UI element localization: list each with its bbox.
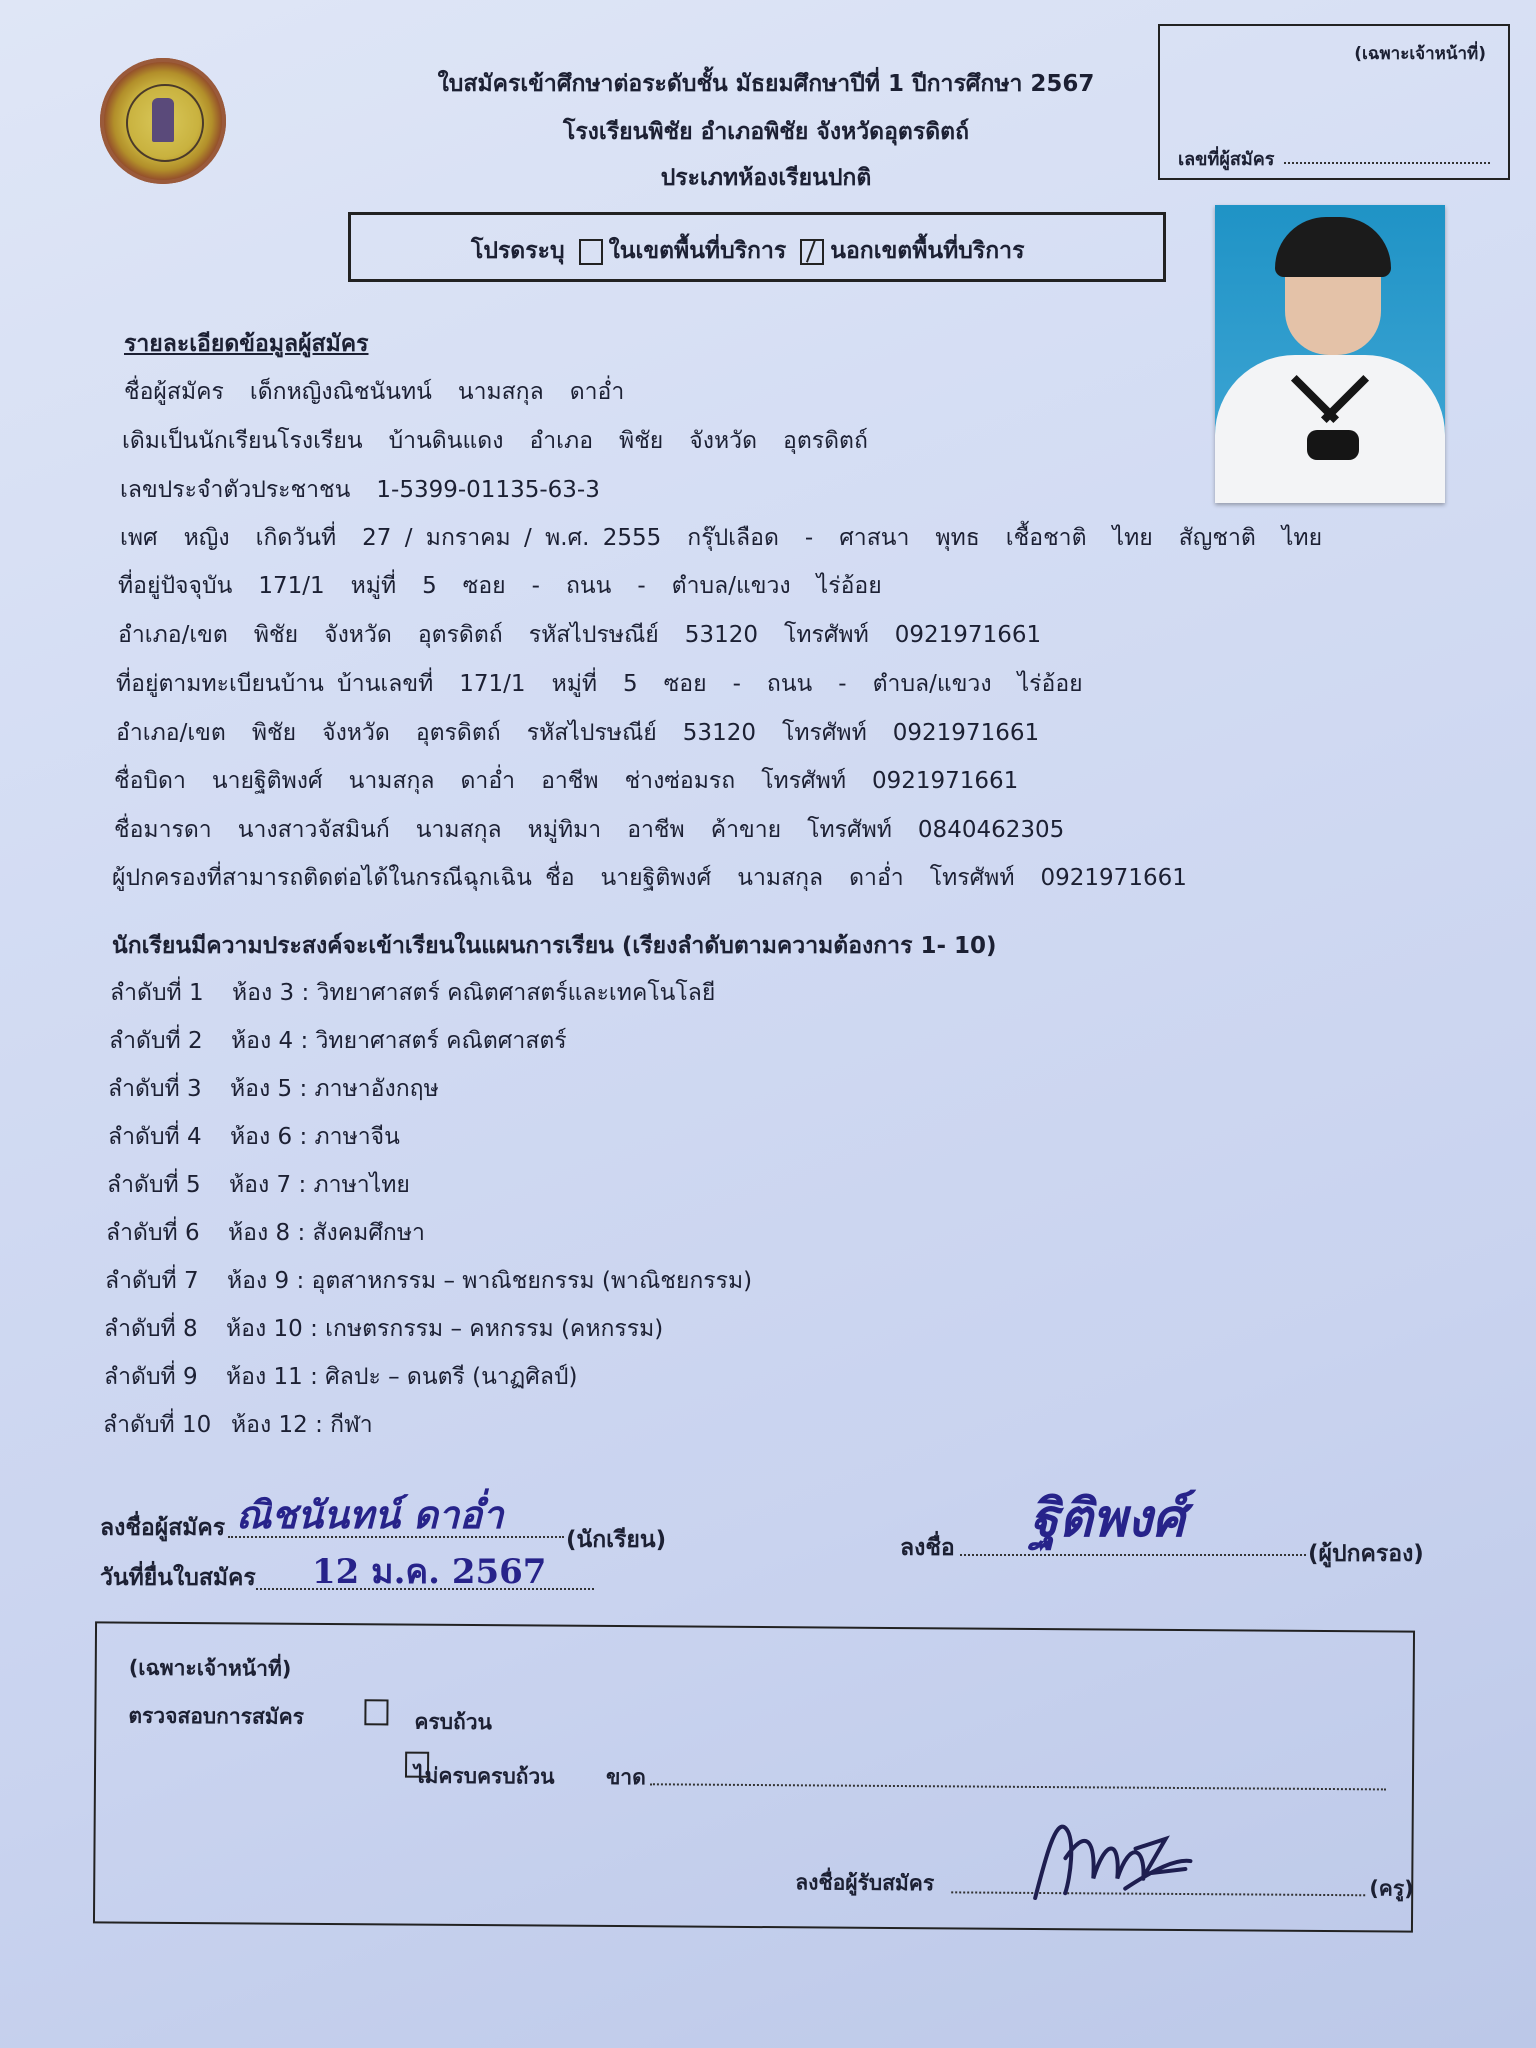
field-value[interactable]: ดาอ่ำ	[460, 768, 516, 794]
applicant-row	[124, 374, 650, 410]
field-label: อำเภอ	[529, 428, 594, 454]
form-title: ใบสมัครเข้าศึกษาต่อระดับชั้น มัธยมศึกษาปีที่ 1 ปีการศึกษา 2567	[437, 71, 1095, 97]
date-label: วันที่ยื่นใบสมัคร	[100, 1565, 256, 1591]
applicant-row	[116, 666, 1109, 702]
field-value[interactable]: 53120	[684, 622, 758, 648]
date-handwritten: 12 ม.ค. 2567	[312, 1552, 547, 1592]
field-label: ถนน	[766, 671, 813, 697]
plan-room: ห้อง 9 : อุตสาหกรรม – พาณิชยกรรม (พาณิชยกรรม)	[227, 1268, 753, 1294]
field-value[interactable]: 171/1	[459, 671, 526, 697]
guardian-sign-label: ลงชื่อ	[900, 1535, 955, 1561]
field-label: ซอย	[462, 573, 506, 599]
field-label: ตำบล/แขวง	[671, 573, 791, 599]
field-label: ผู้ปกครองที่สามารถติดต่อได้ในกรณีฉุกเฉิน ชื่อ	[112, 865, 575, 891]
field-label: จังหวัด	[689, 428, 758, 454]
applicant-section-title: รายละเอียดข้อมูลผู้สมัคร	[124, 331, 369, 357]
applicant-signature: ณิชนันทน์ ดาอ่ำ	[236, 1492, 504, 1537]
field-label: หมู่ที่	[350, 573, 397, 599]
checkbox-complete[interactable]	[364, 1699, 388, 1725]
school-name: โรงเรียนพิชัย อำเภอพิชัย จังหวัดอุตรดิตถ์	[562, 119, 970, 145]
plan-room: ห้อง 7 : ภาษาไทย	[229, 1172, 410, 1198]
field-label: โทรศัพท์	[783, 622, 869, 648]
applicant-sign-label: ลงชื่อผู้สมัคร	[100, 1515, 226, 1541]
plan-rank: ลำดับที่ 10	[103, 1412, 212, 1438]
applicant-photo	[1215, 205, 1445, 503]
field-value[interactable]: ดาอ่ำ	[569, 379, 625, 405]
field-label: อำเภอ/เขต	[118, 622, 228, 648]
field-label: ชื่อผู้สมัคร	[124, 379, 224, 405]
option-out-area: นอกเขตพื้นที่บริการ	[830, 238, 1025, 264]
field-label: ซอย	[663, 671, 707, 697]
field-value[interactable]: นายฐิติพงศ์	[600, 865, 712, 891]
applicant-row	[118, 617, 1067, 653]
school-seal-icon	[100, 58, 226, 184]
field-label: รหัสไปรษณีย์	[526, 720, 657, 746]
field-label: เพศ	[120, 525, 158, 551]
guardian-signature: ฐิติพงศ์	[1030, 1488, 1186, 1549]
field-value[interactable]: ไทย	[1112, 525, 1153, 551]
plan-room: ห้อง 8 : สังคมศึกษา	[228, 1220, 425, 1246]
field-label: นามสกุล	[415, 817, 502, 843]
officer-box-title: (เฉพาะเจ้าหน้าที่)	[1354, 44, 1486, 64]
plan-room: ห้อง 11 : ศิลปะ – ดนตรี (นาฏศิลป์)	[226, 1364, 578, 1390]
field-label: เลขประจำตัวประชาชน	[120, 477, 351, 503]
plan-title: นักเรียนมีความประสงค์จะเข้าเรียนในแผนการเรียน (เรียงลำดับตามความต้องการ 1- 10)	[112, 933, 997, 959]
field-label: รหัสไปรษณีย์	[528, 622, 659, 648]
field-label: นามสกุล	[348, 768, 435, 794]
field-label: ถนน	[565, 573, 612, 599]
field-value[interactable]: -	[804, 525, 814, 551]
guardian-role: (ผู้ปกครอง)	[1308, 1541, 1424, 1567]
field-label: เชื้อชาติ	[1005, 525, 1087, 551]
field-value[interactable]: อุตรดิตถ์	[415, 720, 501, 746]
plan-room: ห้อง 5 : ภาษาอังกฤษ	[230, 1076, 439, 1102]
receiver-label: ลงชื่อผู้รับสมัคร	[795, 1870, 935, 1896]
field-value[interactable]: หมู่ทิมา	[527, 817, 602, 843]
field-label: นามสกุล	[737, 865, 824, 891]
field-value[interactable]: -	[838, 671, 847, 697]
plan-room: ห้อง 6 : ภาษาจีน	[230, 1124, 400, 1150]
plan-room: ห้อง 3 : วิทยาศาสตร์ คณิตศาสตร์และเทคโนโลยี	[232, 980, 716, 1006]
plan-rank: ลำดับที่ 6	[106, 1220, 200, 1246]
field-label: โทรศัพท์	[929, 865, 1015, 891]
plan-rank: ลำดับที่ 8	[104, 1316, 198, 1342]
field-label: ชื่อมารดา	[114, 817, 212, 843]
field-label: เกิดวันที่	[255, 525, 337, 551]
applicant-row	[112, 860, 1213, 896]
field-value[interactable]: อุตรดิตถ์	[783, 428, 868, 454]
field-label: โทรศัพท์	[781, 720, 867, 746]
field-value[interactable]: ช่างซ่อมรถ	[624, 768, 736, 794]
applicant-role: (นักเรียน)	[566, 1527, 667, 1553]
class-type: ประเภทห้องเรียนปกติ	[660, 165, 872, 191]
field-value[interactable]: 53120	[682, 720, 756, 746]
checkbox-out-area[interactable]	[800, 239, 824, 265]
officer-box-top	[1158, 24, 1510, 180]
field-value[interactable]: พิชัย	[251, 720, 297, 746]
option-in-area: ในเขตพื้นที่บริการ	[608, 238, 787, 264]
checkbox-in-area[interactable]	[579, 239, 603, 265]
area-select-box	[348, 212, 1166, 282]
field-label: อำเภอ/เขต	[116, 720, 226, 746]
missing-line[interactable]	[650, 1783, 1386, 1790]
field-value[interactable]: พุทธ	[935, 525, 980, 551]
plan-room: ห้อง 4 : วิทยาศาสตร์ คณิตศาสตร์	[231, 1028, 567, 1054]
plan-rank: ลำดับที่ 5	[107, 1172, 201, 1198]
field-label: หมู่ที่	[551, 671, 598, 697]
applicant-no-line[interactable]	[1284, 162, 1490, 164]
check-label: ตรวจสอบการสมัคร	[128, 1703, 305, 1729]
field-value[interactable]: ไทย	[1281, 525, 1323, 551]
field-value[interactable]: พิชัย	[253, 622, 299, 648]
applicant-no-label: เลขที่ผู้สมัคร	[1178, 149, 1275, 170]
plan-rank: ลำดับที่ 2	[109, 1028, 203, 1054]
field-label: กรุ๊ปเลือด	[687, 525, 779, 551]
field-value[interactable]: -	[637, 573, 646, 599]
applicant-row	[114, 763, 1044, 799]
field-label: สัญชาติ	[1178, 525, 1256, 551]
field-value[interactable]: เด็กหญิงณิชนันทน์	[249, 379, 432, 405]
plan-rank: ลำดับที่ 4	[108, 1124, 202, 1150]
field-label: ศาสนา	[839, 525, 910, 551]
field-label: จังหวัด	[322, 720, 390, 746]
applicant-row	[122, 423, 894, 459]
field-value[interactable]: อุตรดิตถ์	[417, 622, 503, 648]
area-select-label: โปรดระบุ	[471, 238, 565, 264]
field-label: ชื่อบิดา	[114, 768, 186, 794]
field-value[interactable]: -	[531, 573, 540, 599]
field-value[interactable]: ไร่อ้อย	[1017, 671, 1083, 697]
field-label: โทรศัพท์	[807, 817, 892, 843]
applicant-row	[120, 520, 1348, 556]
field-value[interactable]: -	[732, 671, 741, 697]
applicant-row	[116, 715, 1065, 751]
field-value[interactable]: นางสาวจัสมินก์	[237, 817, 390, 843]
field-label: จังหวัด	[324, 622, 392, 648]
applicant-row	[114, 812, 1090, 848]
field-value[interactable]: พิชัย	[619, 428, 664, 454]
field-label: อาชีพ	[627, 817, 685, 843]
field-value[interactable]: 5	[623, 671, 638, 697]
officer-section-box	[93, 1621, 1415, 1932]
field-value[interactable]: 27 / มกราคม / พ.ศ. 2555	[362, 525, 662, 551]
receiver-signature-icon	[1025, 1798, 1196, 1909]
field-label: นามสกุล	[457, 379, 544, 405]
applicant-row	[118, 568, 908, 604]
plan-rank: ลำดับที่ 1	[110, 980, 204, 1006]
field-label: เดิมเป็นนักเรียนโรงเรียน	[122, 428, 363, 454]
field-value[interactable]: 1-5399-01135-63-3	[376, 477, 600, 503]
applicant-row	[120, 472, 626, 508]
field-value[interactable]: นายฐิติพงศ์	[211, 768, 323, 794]
field-value[interactable]: 171/1	[258, 573, 325, 599]
field-label: อาชีพ	[541, 768, 599, 794]
field-value[interactable]: หญิง	[183, 525, 230, 551]
field-value[interactable]: 0921971661	[894, 622, 1042, 648]
plan-rank: ลำดับที่ 9	[104, 1364, 198, 1390]
field-value[interactable]: ไร่อ้อย	[816, 573, 882, 599]
field-value[interactable]: 0921971661	[892, 720, 1040, 746]
area-select-row	[471, 233, 1024, 269]
field-value[interactable]: ดาอ่ำ	[849, 865, 904, 891]
receiver-role: (ครู)	[1369, 1876, 1414, 1901]
plan-room: ห้อง 12 : กีฬา	[231, 1412, 373, 1438]
field-value[interactable]: 0921971661	[871, 768, 1019, 794]
field-value[interactable]: บ้านดินแดง	[388, 428, 504, 454]
field-value[interactable]: 0921971661	[1040, 865, 1187, 891]
plan-rank: ลำดับที่ 7	[105, 1268, 199, 1294]
plan-room: ห้อง 10 : เกษตรกรรม – คหกรรม (คหกรรม)	[226, 1316, 664, 1342]
officer-section-title: (เฉพาะเจ้าหน้าที่)	[128, 1655, 292, 1681]
field-value[interactable]: 5	[422, 573, 437, 599]
field-value[interactable]: ค้าขาย	[710, 817, 782, 843]
field-value[interactable]: 0840462305	[917, 817, 1065, 843]
complete-label: ครบถ้วน	[414, 1709, 492, 1735]
incomplete-label: ไม่ครบครบถ้วน	[413, 1763, 555, 1789]
field-label: โทรศัพท์	[761, 768, 846, 794]
plan-rank: ลำดับที่ 3	[108, 1076, 202, 1102]
missing-label: ขาด	[605, 1764, 646, 1790]
field-label: ที่อยู่ปัจจุบัน	[118, 573, 233, 599]
field-label: ที่อยู่ตามทะเบียนบ้าน บ้านเลขที่	[116, 671, 434, 697]
field-label: ตำบล/แขวง	[872, 671, 992, 697]
